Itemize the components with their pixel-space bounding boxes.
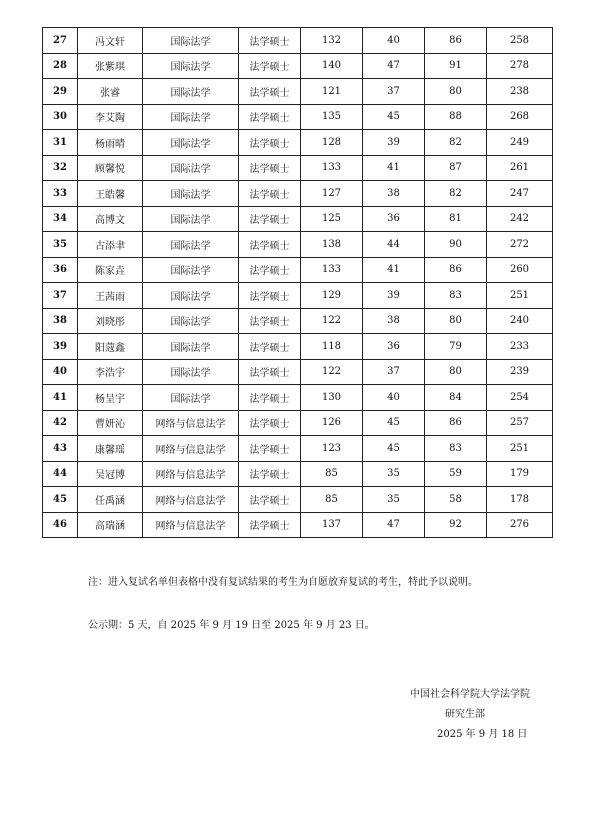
cell-score-2: 45	[363, 104, 425, 130]
cell-name: 陈家垚	[78, 257, 143, 283]
cell-total: 240	[487, 308, 553, 334]
cell-no: 38	[43, 308, 78, 334]
table-row	[43, 512, 553, 538]
cell-total: 247	[487, 181, 553, 207]
table-row	[43, 283, 553, 309]
cell-score-2: 44	[363, 232, 425, 258]
cell-no: 41	[43, 385, 78, 411]
cell-no: 37	[43, 283, 78, 309]
cell-name: 杨雨晴	[78, 130, 143, 156]
cell-degree: 法学硕士	[239, 104, 301, 130]
cell-degree: 法学硕士	[239, 28, 301, 54]
cell-degree: 法学硕士	[239, 359, 301, 385]
cell-score-1: 133	[301, 155, 363, 181]
cell-name: 王皓馨	[78, 181, 143, 207]
cell-name: 王茜雨	[78, 283, 143, 309]
table-row	[43, 79, 553, 105]
cell-no: 29	[43, 79, 78, 105]
publicity-period-text: 公示期：5 天，自 2025 年 9 月 19 日至 2025 年 9 月 23 日。	[88, 620, 375, 631]
cell-score-2: 35	[363, 487, 425, 513]
cell-score-1: 123	[301, 436, 363, 462]
cell-score-2: 41	[363, 155, 425, 181]
cell-degree: 法学硕士	[239, 461, 301, 487]
cell-major: 国际法学	[143, 79, 239, 105]
table-row	[43, 53, 553, 79]
cell-degree: 法学硕士	[239, 53, 301, 79]
cell-score-3: 86	[425, 257, 487, 283]
cell-name: 张紫琪	[78, 53, 143, 79]
cell-score-3: 92	[425, 512, 487, 538]
cell-no: 34	[43, 206, 78, 232]
cell-score-1: 126	[301, 410, 363, 436]
table-row	[43, 410, 553, 436]
cell-major: 网络与信息法学	[143, 436, 239, 462]
cell-score-3: 59	[425, 461, 487, 487]
cell-major: 国际法学	[143, 385, 239, 411]
cell-score-2: 39	[363, 130, 425, 156]
cell-no: 31	[43, 130, 78, 156]
cell-score-3: 82	[425, 181, 487, 207]
cell-total: 272	[487, 232, 553, 258]
cell-degree: 法学硕士	[239, 257, 301, 283]
cell-no: 32	[43, 155, 78, 181]
cell-major: 国际法学	[143, 334, 239, 360]
cell-total: 260	[487, 257, 553, 283]
table-row	[43, 232, 553, 258]
table-row	[43, 28, 553, 54]
table-row	[43, 359, 553, 385]
cell-score-2: 38	[363, 308, 425, 334]
cell-name: 杨呈宇	[78, 385, 143, 411]
cell-major: 国际法学	[143, 130, 239, 156]
cell-total: 238	[487, 79, 553, 105]
signature-org: 中国社会科学院大学法学院	[410, 689, 530, 700]
cell-total: 251	[487, 436, 553, 462]
cell-major: 国际法学	[143, 206, 239, 232]
cell-major: 国际法学	[143, 257, 239, 283]
table-row	[43, 206, 553, 232]
cell-major: 国际法学	[143, 232, 239, 258]
cell-major: 国际法学	[143, 53, 239, 79]
cell-name: 高瑞涵	[78, 512, 143, 538]
cell-degree: 法学硕士	[239, 410, 301, 436]
signature-dept: 研究生部	[445, 709, 485, 720]
cell-total: 179	[487, 461, 553, 487]
cell-total: 249	[487, 130, 553, 156]
cell-total: 242	[487, 206, 553, 232]
cell-no: 36	[43, 257, 78, 283]
cell-no: 46	[43, 512, 78, 538]
cell-no: 27	[43, 28, 78, 54]
cell-score-2: 39	[363, 283, 425, 309]
cell-degree: 法学硕士	[239, 155, 301, 181]
cell-score-1: 129	[301, 283, 363, 309]
cell-score-1: 121	[301, 79, 363, 105]
cell-total: 233	[487, 334, 553, 360]
cell-score-3: 86	[425, 410, 487, 436]
table-row	[43, 104, 553, 130]
cell-score-2: 35	[363, 461, 425, 487]
cell-major: 国际法学	[143, 283, 239, 309]
cell-score-2: 47	[363, 512, 425, 538]
cell-score-3: 82	[425, 130, 487, 156]
cell-no: 42	[43, 410, 78, 436]
table-row	[43, 385, 553, 411]
cell-score-1: 122	[301, 308, 363, 334]
cell-score-2: 41	[363, 257, 425, 283]
cell-score-3: 81	[425, 206, 487, 232]
cell-score-1: 137	[301, 512, 363, 538]
cell-degree: 法学硕士	[239, 334, 301, 360]
cell-name: 冯文轩	[78, 28, 143, 54]
cell-total: 254	[487, 385, 553, 411]
cell-degree: 法学硕士	[239, 512, 301, 538]
cell-score-2: 40	[363, 385, 425, 411]
table-row	[43, 257, 553, 283]
cell-score-2: 37	[363, 359, 425, 385]
cell-score-3: 80	[425, 308, 487, 334]
cell-degree: 法学硕士	[239, 308, 301, 334]
cell-major: 国际法学	[143, 155, 239, 181]
cell-score-2: 37	[363, 79, 425, 105]
cell-major: 国际法学	[143, 28, 239, 54]
table-row	[43, 487, 553, 513]
cell-total: 278	[487, 53, 553, 79]
cell-score-3: 86	[425, 28, 487, 54]
cell-no: 28	[43, 53, 78, 79]
cell-degree: 法学硕士	[239, 232, 301, 258]
cell-name: 任禹涵	[78, 487, 143, 513]
table-body	[43, 28, 553, 538]
cell-score-2: 36	[363, 334, 425, 360]
cell-score-3: 79	[425, 334, 487, 360]
cell-name: 曹妍沁	[78, 410, 143, 436]
cell-degree: 法学硕士	[239, 487, 301, 513]
cell-score-1: 125	[301, 206, 363, 232]
cell-degree: 法学硕士	[239, 283, 301, 309]
cell-total: 257	[487, 410, 553, 436]
cell-score-2: 38	[363, 181, 425, 207]
cell-total: 178	[487, 487, 553, 513]
cell-name: 高博文	[78, 206, 143, 232]
cell-score-1: 133	[301, 257, 363, 283]
table-row	[43, 155, 553, 181]
cell-score-3: 83	[425, 283, 487, 309]
cell-degree: 法学硕士	[239, 130, 301, 156]
cell-score-2: 40	[363, 28, 425, 54]
note-text: 注：进入复试名单但表格中没有复试结果的考生为自愿放弃复试的考生，特此予以说明。	[88, 577, 478, 588]
cell-no: 33	[43, 181, 78, 207]
table-row	[43, 181, 553, 207]
cell-major: 国际法学	[143, 104, 239, 130]
cell-no: 43	[43, 436, 78, 462]
cell-no: 45	[43, 487, 78, 513]
cell-score-3: 80	[425, 79, 487, 105]
cell-score-1: 85	[301, 461, 363, 487]
cell-name: 张睿	[78, 79, 143, 105]
signature-date: 2025 年 9 月 18 日	[437, 729, 528, 740]
cell-name: 古添聿	[78, 232, 143, 258]
cell-score-2: 45	[363, 436, 425, 462]
cell-score-3: 83	[425, 436, 487, 462]
cell-degree: 法学硕士	[239, 385, 301, 411]
cell-total: 261	[487, 155, 553, 181]
cell-score-1: 138	[301, 232, 363, 258]
cell-score-1: 127	[301, 181, 363, 207]
cell-name: 李艾陶	[78, 104, 143, 130]
cell-score-3: 58	[425, 487, 487, 513]
cell-no: 30	[43, 104, 78, 130]
cell-score-3: 90	[425, 232, 487, 258]
table-row	[43, 334, 553, 360]
cell-degree: 法学硕士	[239, 206, 301, 232]
cell-no: 44	[43, 461, 78, 487]
cell-name: 顾馨悦	[78, 155, 143, 181]
cell-score-1: 130	[301, 385, 363, 411]
cell-name: 阳蔻鑫	[78, 334, 143, 360]
table-row	[43, 436, 553, 462]
cell-score-2: 47	[363, 53, 425, 79]
cell-no: 40	[43, 359, 78, 385]
cell-total: 239	[487, 359, 553, 385]
cell-score-1: 140	[301, 53, 363, 79]
cell-name: 康馨瑶	[78, 436, 143, 462]
cell-major: 国际法学	[143, 359, 239, 385]
cell-total: 276	[487, 512, 553, 538]
cell-degree: 法学硕士	[239, 79, 301, 105]
cell-score-1: 85	[301, 487, 363, 513]
table-row	[43, 130, 553, 156]
cell-degree: 法学硕士	[239, 181, 301, 207]
cell-degree: 法学硕士	[239, 436, 301, 462]
cell-major: 国际法学	[143, 181, 239, 207]
cell-no: 35	[43, 232, 78, 258]
table-row	[43, 308, 553, 334]
cell-score-1: 135	[301, 104, 363, 130]
cell-name: 刘晓彤	[78, 308, 143, 334]
cell-score-1: 122	[301, 359, 363, 385]
cell-score-2: 36	[363, 206, 425, 232]
results-table	[42, 27, 553, 538]
cell-score-1: 132	[301, 28, 363, 54]
cell-total: 268	[487, 104, 553, 130]
cell-score-3: 87	[425, 155, 487, 181]
table-row	[43, 461, 553, 487]
cell-score-2: 45	[363, 410, 425, 436]
cell-name: 吴冠博	[78, 461, 143, 487]
cell-total: 251	[487, 283, 553, 309]
cell-major: 网络与信息法学	[143, 512, 239, 538]
cell-major: 网络与信息法学	[143, 410, 239, 436]
cell-major: 国际法学	[143, 308, 239, 334]
cell-major: 网络与信息法学	[143, 487, 239, 513]
cell-score-1: 118	[301, 334, 363, 360]
cell-no: 39	[43, 334, 78, 360]
cell-score-1: 128	[301, 130, 363, 156]
cell-score-3: 84	[425, 385, 487, 411]
cell-score-3: 88	[425, 104, 487, 130]
cell-score-3: 91	[425, 53, 487, 79]
cell-total: 258	[487, 28, 553, 54]
cell-score-3: 80	[425, 359, 487, 385]
cell-major: 网络与信息法学	[143, 461, 239, 487]
cell-name: 李浩宇	[78, 359, 143, 385]
